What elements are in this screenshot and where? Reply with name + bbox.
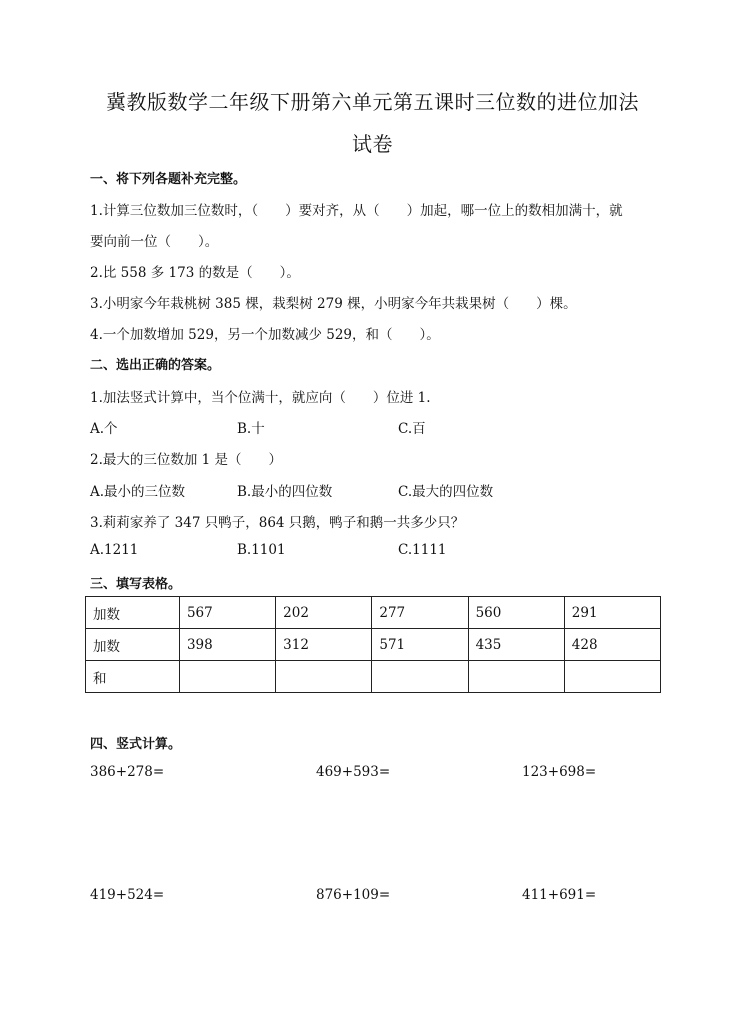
- table-cell: 加数: [86, 629, 180, 661]
- calc-problem: 123+698=: [522, 764, 597, 780]
- question-2-1: 1.加法竖式计算中，当个位满十，就应向（ ）位进 1.: [90, 390, 431, 406]
- option-2-2-b: B.最小的四位数: [237, 484, 333, 500]
- table-cell: 312: [276, 629, 372, 661]
- table-cell-blank: [564, 661, 660, 693]
- calc-problem: 876+109=: [316, 887, 391, 903]
- option-2-3-b: B.1101: [237, 542, 286, 558]
- addition-table: [85, 596, 661, 693]
- question-1-1-line1: 1.计算三位数加三位数时，（ ）要对齐，从（ ）加起，哪一位上的数相加满十，就: [90, 203, 623, 219]
- section-2-heading: 二、选出正确的答案。: [90, 358, 221, 373]
- question-1-3: 3.小明家今年栽桃树 385 棵，栽梨树 279 棵，小明家今年共栽果树（ ）棵。: [90, 296, 577, 312]
- table-cell: 398: [179, 629, 275, 661]
- calc-problem: 469+593=: [316, 764, 391, 780]
- section-3-heading: 三、填写表格。: [90, 577, 182, 592]
- option-2-1-c: C.百: [398, 421, 426, 437]
- table-cell: 571: [372, 629, 468, 661]
- question-2-3: 3.莉莉家养了 347 只鸭子，864 只鹅，鸭子和鹅一共多少只？: [90, 515, 465, 531]
- section-1-heading: 一、将下列各题补充完整。: [90, 172, 247, 187]
- option-2-2-c: C.最大的四位数: [398, 484, 494, 500]
- table-cell: 291: [564, 597, 660, 629]
- table-cell-blank: [468, 661, 564, 693]
- table-cell: 567: [179, 597, 275, 629]
- table-cell: 435: [468, 629, 564, 661]
- table-cell: 和: [86, 661, 180, 693]
- table-cell: 202: [276, 597, 372, 629]
- table-cell: 428: [564, 629, 660, 661]
- table-row: [86, 597, 661, 629]
- option-2-2-a: A.最小的三位数: [90, 484, 186, 500]
- question-2-2: 2.最大的三位数加 1 是（ ）: [90, 452, 283, 468]
- table-cell-blank: [179, 661, 275, 693]
- table-row: [86, 661, 661, 693]
- table-cell: 277: [372, 597, 468, 629]
- option-2-1-a: A.个: [90, 421, 118, 437]
- question-1-1-line2: 要向前一位（ ）。: [90, 234, 219, 250]
- question-1-4: 4.一个加数增加 529，另一个加数减少 529，和（ ）。: [90, 327, 440, 343]
- section-4-heading: 四、竖式计算。: [90, 737, 182, 752]
- table-cell: 560: [468, 597, 564, 629]
- calc-problem: 411+691=: [522, 887, 597, 903]
- worksheet-title: 冀教版数学二年级下册第六单元第五课时三位数的进位加法: [106, 90, 639, 114]
- worksheet-title-line2: 试卷: [352, 132, 393, 156]
- table-row: [86, 629, 661, 661]
- option-2-3-c: C.1111: [398, 542, 447, 558]
- calc-problem: 386+278=: [90, 764, 165, 780]
- table-cell-blank: [276, 661, 372, 693]
- option-2-1-b: B.十: [237, 421, 265, 437]
- calc-problem: 419+524=: [90, 887, 165, 903]
- table-cell: 加数: [86, 597, 180, 629]
- table-cell-blank: [372, 661, 468, 693]
- option-2-3-a: A.1211: [90, 542, 139, 558]
- question-1-2: 2.比 558 多 173 的数是（ ）。: [90, 265, 300, 281]
